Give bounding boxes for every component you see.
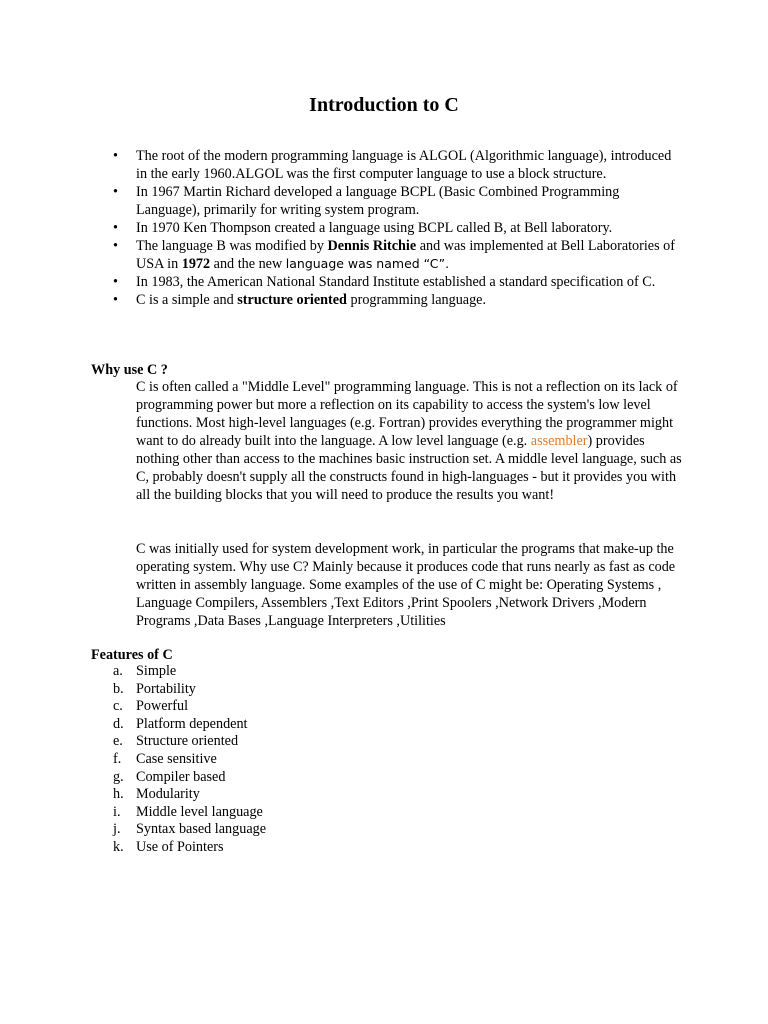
text-run: C is often called a "Middle Level" programming language. This is not a reflection on its lack of programming power but more a reflection on its capability to access the system's low level functions. Most high-level languages (e.g. Fortran) provides everything the programmer might want to do already built into the language. A low level language (e.g. xyxy=(136,379,678,449)
list-marker: g. xyxy=(113,768,124,785)
bullet-text: In 1983, the American National Standard Institute established a standard specification of C. xyxy=(136,274,656,290)
list-item xyxy=(113,291,683,309)
why-paragraph-1 xyxy=(136,378,684,504)
feature-text: Simple xyxy=(136,663,177,679)
feature-text: Modularity xyxy=(136,786,200,803)
bold-year: 1972 xyxy=(181,256,211,272)
list-item xyxy=(113,237,683,273)
list-item xyxy=(113,733,413,751)
page-title: Introduction to C xyxy=(309,94,459,116)
list-item xyxy=(113,821,413,839)
list-marker: f. xyxy=(113,750,122,767)
feature-text: Syntax based language xyxy=(136,821,267,838)
list-marker: h. xyxy=(113,786,124,803)
text-run: C is a simple and xyxy=(136,292,238,308)
list-item xyxy=(113,698,413,716)
list-item xyxy=(113,663,413,681)
list-marker: a. xyxy=(113,663,123,679)
history-bullet-list xyxy=(113,147,683,309)
list-item xyxy=(113,147,683,183)
feature-text: Use of Pointers xyxy=(136,838,224,855)
list-item xyxy=(113,681,413,699)
list-item xyxy=(113,183,683,219)
list-marker: d. xyxy=(113,715,124,732)
list-item xyxy=(113,273,683,291)
bold-phrase: structure oriented xyxy=(237,292,347,308)
feature-text: Portability xyxy=(136,680,196,697)
list-marker: i. xyxy=(113,803,121,820)
list-marker: k. xyxy=(113,838,124,855)
text-run: The language B was modified by xyxy=(136,238,328,254)
text-run: and was implemented at Bell Laboratories of USA in xyxy=(136,238,675,272)
text-run: ) provides nothing other than access to the machines basic instruction set. A middle level language, such as C, probably doesn't supply all the constructs found in high-languages - but it provides you with all the building blocks that you will need to produce the results you want! xyxy=(136,433,682,503)
bullet-text xyxy=(136,292,486,308)
bullet-marker: • xyxy=(113,148,118,164)
features-heading: Features of C xyxy=(91,647,173,663)
list-marker: e. xyxy=(113,733,123,750)
bullet-text xyxy=(136,238,675,272)
bullet-text: In 1970 Ken Thompson created a language using BCPL called B, at Bell laboratory. xyxy=(136,220,613,236)
text-run: and the new xyxy=(210,256,286,272)
bullet-marker: • xyxy=(113,274,118,290)
list-item xyxy=(113,769,413,787)
list-marker: j. xyxy=(113,821,121,838)
list-item xyxy=(113,839,413,857)
list-item xyxy=(113,751,413,769)
features-list xyxy=(113,663,413,857)
list-item xyxy=(113,804,413,822)
why-use-c-heading: Why use C ? xyxy=(91,362,168,378)
feature-text: Powerful xyxy=(136,698,189,715)
feature-text: Platform dependent xyxy=(136,715,248,732)
list-item xyxy=(113,716,413,734)
feature-text: Middle level language xyxy=(136,803,263,820)
bullet-marker: • xyxy=(113,292,118,308)
list-item xyxy=(113,219,683,237)
list-marker: b. xyxy=(113,680,124,697)
mono-text-run: language was named “C”. xyxy=(285,256,450,271)
bullet-marker: • xyxy=(113,184,118,200)
bullet-marker: • xyxy=(113,220,118,236)
feature-text: Compiler based xyxy=(136,768,226,785)
feature-text: Structure oriented xyxy=(136,733,239,750)
feature-text: Case sensitive xyxy=(136,750,217,767)
assembler-link[interactable]: assembler xyxy=(530,433,588,449)
bold-name: Dennis Ritchie xyxy=(327,238,417,254)
bullet-text: In 1967 Martin Richard developed a language BCPL (Basic Combined Programming Language), primarily for writing system program. xyxy=(136,184,620,218)
list-item xyxy=(113,786,413,804)
bullet-marker: • xyxy=(113,238,118,254)
bullet-text: The root of the modern programming language is ALGOL (Algorithmic language), introduced in the early 1960.ALGOL was the first computer language to use a block structure. xyxy=(136,148,672,182)
why-paragraph-2: C was initially used for system development work, in particular the programs that make-up the operating system. Why use C? Mainly because it produces code that runs nearly as fast as code written in assembly language. Some examples of the use of C might be: Operating Systems , Language Compilers, Assemblers ,Text Editors ,Print Spoolers ,Network Drivers ,Modern Programs ,Data Bases ,Language Interpreters ,Utilities xyxy=(136,541,676,629)
text-run: programming language. xyxy=(346,292,487,308)
list-marker: c. xyxy=(113,698,123,715)
